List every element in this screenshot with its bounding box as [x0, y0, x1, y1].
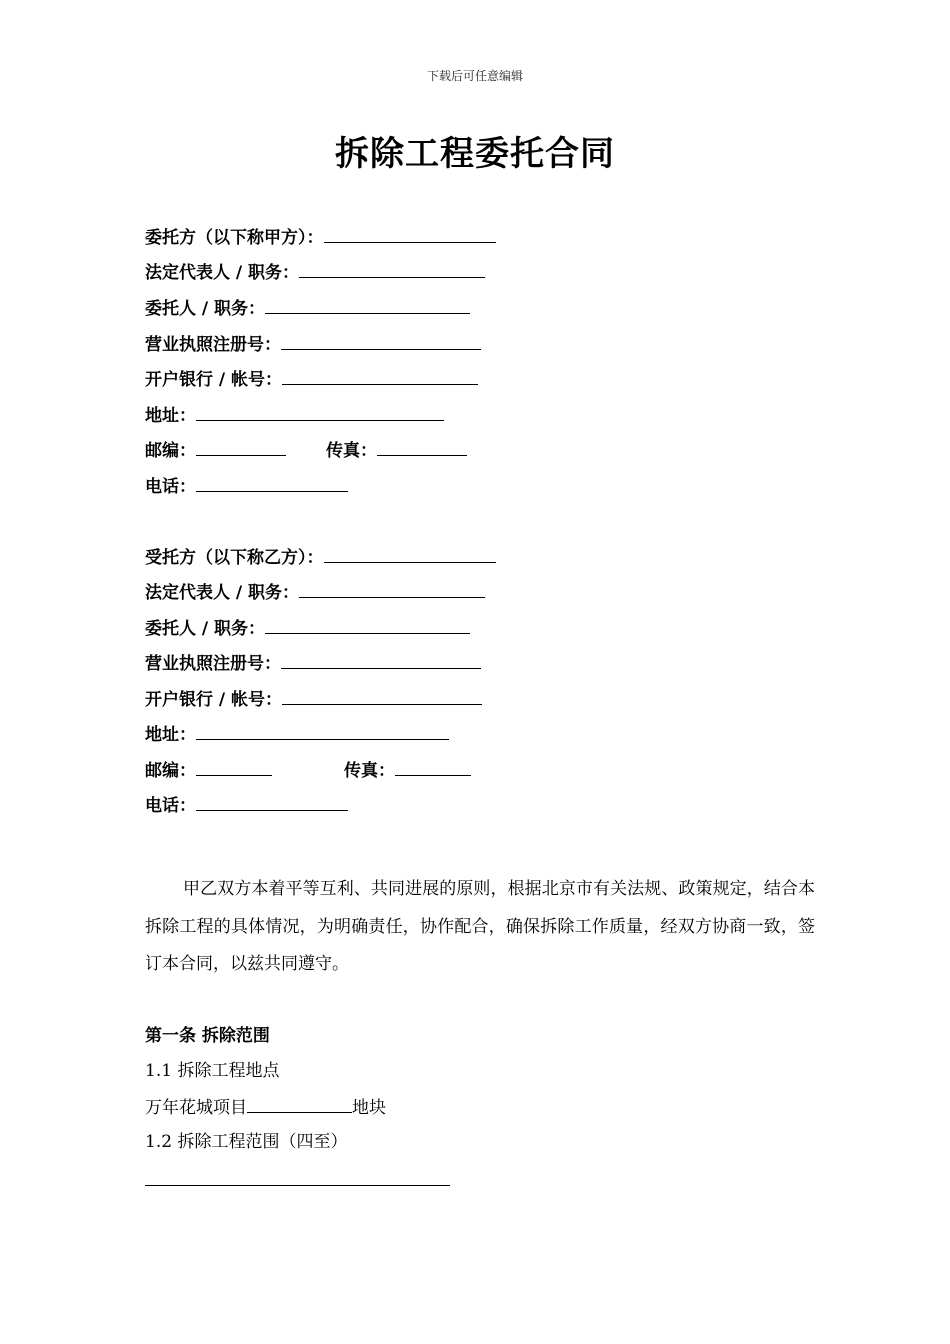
party-b-postcode-blank[interactable]: [196, 756, 272, 776]
party-a-address-field: [145, 401, 444, 429]
party-a-agent-blank[interactable]: [265, 294, 470, 314]
party-a-postcode-blank[interactable]: [196, 436, 286, 456]
party-a-phone-blank[interactable]: [196, 472, 348, 492]
party-a-bank-blank[interactable]: [282, 365, 478, 385]
party-b-address-blank[interactable]: [196, 720, 449, 740]
party-b-bank-label: 开户银行 / 帐号：: [145, 690, 283, 710]
header-note: 下载后可任意编辑: [426, 69, 523, 83]
party-b-client-field: [145, 543, 496, 571]
party-a-license-label: 营业执照注册号：: [145, 335, 281, 355]
party-a-phone-field: [145, 472, 348, 500]
party-b-phone-label: 电话：: [145, 796, 196, 816]
party-a-license-blank[interactable]: [281, 330, 481, 350]
party-a-postcode-fax-field: [145, 436, 467, 464]
party-b-address-field: [145, 720, 449, 748]
party-b-legal-rep-field: [145, 578, 485, 606]
scope-boundary-blank[interactable]: [145, 1185, 450, 1186]
party-b-address-label: 地址：: [145, 725, 196, 745]
party-a-fax-label: 传真：: [326, 441, 377, 461]
party-a-legal-rep-field: [145, 258, 485, 286]
party-b-license-blank[interactable]: [281, 649, 481, 669]
document-title: 拆除工程委托合同: [335, 134, 615, 174]
party-a-client-label: 委托方（以下称甲方）：: [145, 228, 324, 248]
article-1-item-1: 1.1 拆除工程地点: [145, 1061, 280, 1081]
party-b-postcode-label: 邮编：: [145, 761, 196, 781]
party-a-address-blank[interactable]: [196, 401, 444, 421]
party-a-client-blank[interactable]: [324, 223, 496, 243]
party-a-client-field: [145, 223, 496, 251]
article-1-heading: 第一条 拆除范围: [145, 1026, 270, 1046]
party-a-bank-field: [145, 365, 478, 393]
party-a-legal-rep-blank[interactable]: [299, 258, 485, 278]
party-b-postcode-fax-field: [145, 756, 471, 784]
party-b-agent-field: [145, 614, 470, 642]
party-b-fax-blank[interactable]: [395, 756, 471, 776]
party-b-phone-blank[interactable]: [196, 791, 348, 811]
party-a-legal-rep-label: 法定代表人 / 职务：: [145, 263, 300, 283]
party-b-fax-label: 传真：: [344, 761, 395, 781]
article-1-item-2: 1.2 拆除工程范围（四至）: [145, 1132, 348, 1152]
party-a-phone-label: 电话：: [145, 477, 196, 497]
project-plot-blank[interactable]: [247, 1093, 352, 1113]
party-b-legal-rep-label: 法定代表人 / 职务：: [145, 583, 300, 603]
party-a-agent-label: 委托人 / 职务：: [145, 299, 266, 319]
party-b-license-label: 营业执照注册号：: [145, 654, 281, 674]
party-b-agent-blank[interactable]: [265, 614, 470, 634]
party-b-bank-blank[interactable]: [282, 685, 482, 705]
party-b-bank-field: [145, 685, 482, 713]
party-a-license-field: [145, 330, 481, 358]
party-a-postcode-label: 邮编：: [145, 441, 196, 461]
party-b-client-label: 受托方（以下称乙方）：: [145, 548, 324, 568]
project-suffix: 地块: [352, 1098, 386, 1118]
party-a-agent-field: [145, 294, 470, 322]
party-b-phone-field: [145, 791, 348, 819]
party-b-license-field: [145, 649, 481, 677]
party-b-client-blank[interactable]: [324, 543, 496, 563]
party-a-address-label: 地址：: [145, 406, 196, 426]
preamble-paragraph: 甲乙双方本着平等互利、共同进展的原则，根据北京市有关法规、政策规定，结合本拆除工程的具体情况，为明确责任，协作配合，确保拆除工作质量，经双方协商一致，签订本合同，以兹共同遵守。: [145, 879, 815, 974]
party-a-fax-blank[interactable]: [377, 436, 467, 456]
party-b-agent-label: 委托人 / 职务：: [145, 619, 266, 639]
project-prefix: 万年花城项目: [145, 1098, 247, 1118]
project-location-line: [145, 1093, 386, 1121]
party-a-bank-label: 开户银行 / 帐号：: [145, 370, 283, 390]
party-b-legal-rep-blank[interactable]: [299, 578, 485, 598]
